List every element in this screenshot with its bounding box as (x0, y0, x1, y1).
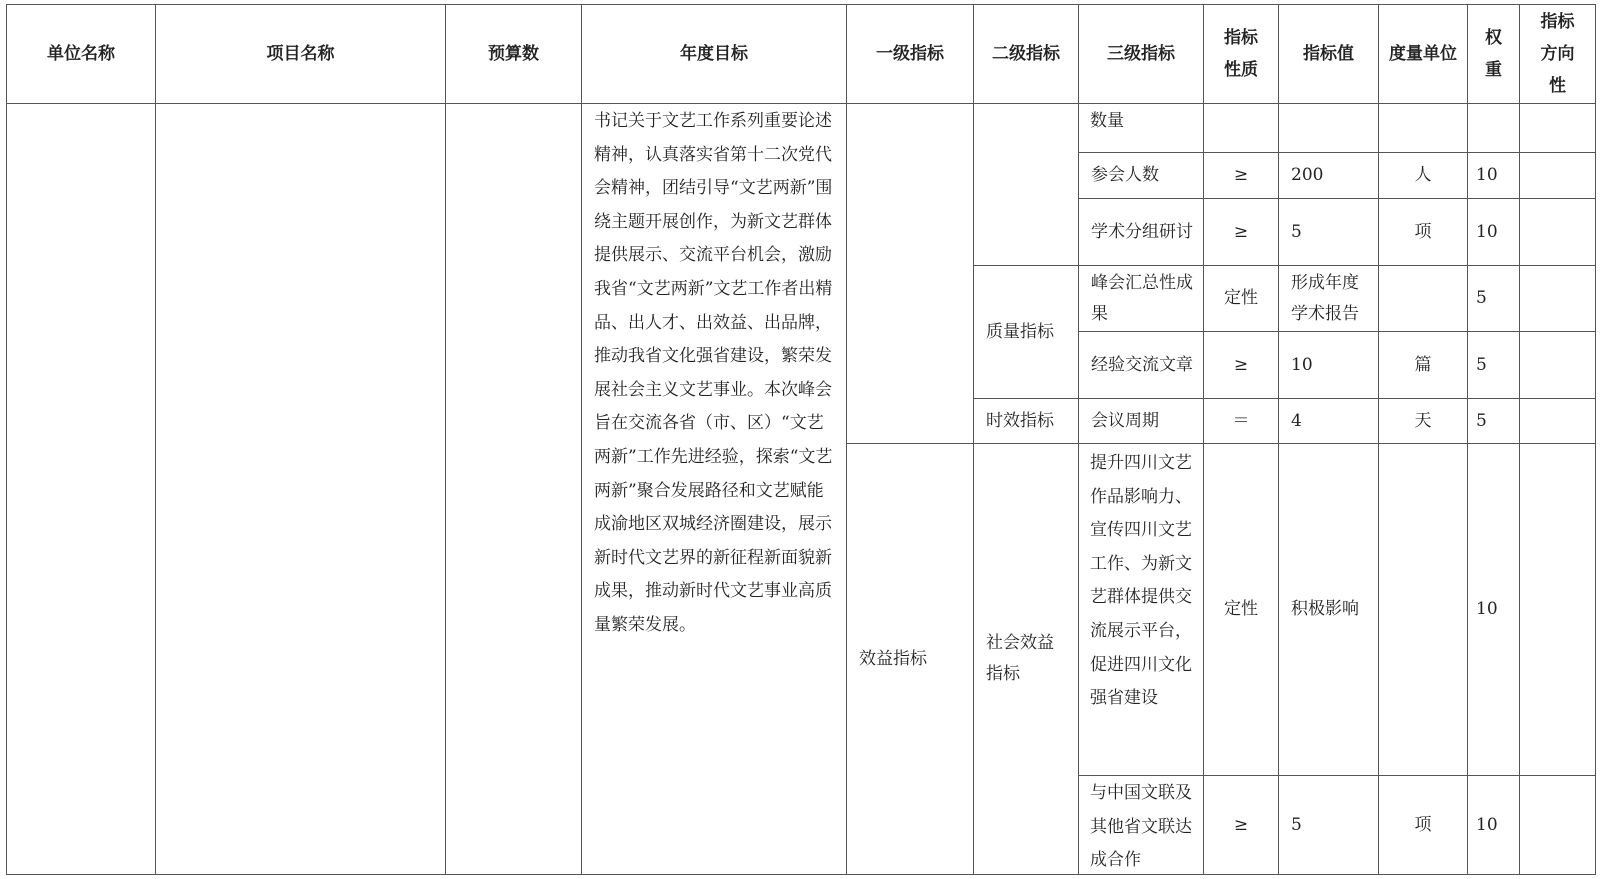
header-annual-goal: 年度目标 (680, 44, 748, 64)
weight: 5 (1476, 354, 1487, 375)
indicator-value: 5 (1291, 221, 1302, 242)
header-project-name: 项目名称 (266, 44, 335, 64)
level3-indicator: 经验交流文章 (1091, 354, 1193, 375)
weight: 10 (1476, 599, 1498, 619)
weight: 5 (1476, 288, 1487, 308)
level2-quality-indicator: 质量指标 (986, 321, 1054, 342)
header-measure-unit: 度量单位 (1389, 44, 1457, 64)
measure-unit: 项 (1414, 221, 1432, 242)
weight: 5 (1476, 410, 1487, 431)
grid-line (581, 4, 582, 875)
level3-indicator: 参会人数 (1091, 165, 1159, 185)
annual-goal-text: 书记关于文艺工作系列重要论述精神，认真落实省第十二次党代会精神，团结引导“文艺两新”围绕主题开展创作，为新文艺群体提供展示、交流平台机会，激励我省“文艺两新”文艺工作者出精品、出人才、出效益、出品牌，推动我省文化强省建设，繁荣发展社会主义文艺事业。本次峰会旨在交流各省（市、区）“文艺两新”工作先进经验，探索“文艺两新”聚合发展路径和文艺赋能成渝地区双城经济圈建设，展示新时代文艺界的新征程新面貌新成果，推动新时代文艺事业高质量繁荣发展。 (594, 111, 833, 635)
grid-line (1595, 4, 1596, 875)
grid-line (1519, 4, 1520, 875)
header-level1-indicator: 一级指标 (876, 44, 944, 64)
header-level3-indicator: 三级指标 (1107, 44, 1175, 64)
level3-indicator: 学术分组研讨 (1091, 221, 1193, 242)
header-unit-name: 单位名称 (47, 44, 115, 64)
header-budget: 预算数 (488, 44, 539, 64)
level3-indicator: 提升四川文艺作品影响力、宣传四川文艺工作、为新文艺群体提供交流展示平台，促进四川文化强省建设 (1090, 453, 1192, 709)
indicator-nature: ≥ (1233, 221, 1249, 242)
indicator-nature: ≥ (1233, 354, 1249, 375)
weight: 10 (1476, 221, 1498, 242)
measure-unit: 篇 (1414, 354, 1432, 375)
weight: 10 (1476, 814, 1498, 835)
header-indicator-value: 指标值 (1303, 44, 1354, 64)
indicator-nature: 定性 (1224, 599, 1258, 619)
grid-line (6, 4, 7, 875)
indicator-nature: ≥ (1233, 814, 1249, 835)
indicator-value: 积极影响 (1291, 599, 1359, 619)
indicator-nature: ≥ (1233, 165, 1249, 185)
level2-social-benefit-indicator: 社会效益指标 (986, 633, 1054, 684)
header-level2-indicator: 二级指标 (992, 44, 1060, 64)
level3-indicator: 数量 (1090, 111, 1124, 131)
indicator-nature: 定性 (1224, 288, 1258, 308)
header-indicator-nature: 指标性质 (1224, 28, 1258, 80)
measure-unit: 项 (1414, 814, 1432, 835)
level3-indicator: 会议周期 (1091, 410, 1159, 431)
level3-indicator: 与中国文联及其他省文联达成合作 (1090, 783, 1192, 871)
indicator-value: 5 (1291, 814, 1302, 835)
grid-line (155, 4, 156, 875)
measure-unit: 天 (1414, 410, 1432, 431)
indicator-value: 10 (1291, 354, 1313, 375)
measure-unit (1379, 266, 1467, 331)
indicator-value: 4 (1291, 410, 1302, 431)
indicator-value: 形成年度学术报告 (1291, 272, 1359, 324)
grid-line (6, 874, 1596, 875)
grid-line (445, 4, 446, 875)
level1-effect-indicator: 效益指标 (859, 648, 927, 669)
indicator-nature: ＝ (1232, 410, 1250, 431)
measure-unit (1379, 444, 1467, 775)
weight: 10 (1476, 165, 1498, 185)
indicator-value: 200 (1291, 165, 1324, 185)
level3-indicator: 峰会汇总性成果 (1091, 272, 1193, 324)
level2-timeliness-indicator: 时效指标 (986, 410, 1054, 431)
header-direction: 指标方向性 (1540, 12, 1575, 96)
measure-unit: 人 (1414, 165, 1432, 185)
header-weight: 权重 (1485, 28, 1502, 80)
